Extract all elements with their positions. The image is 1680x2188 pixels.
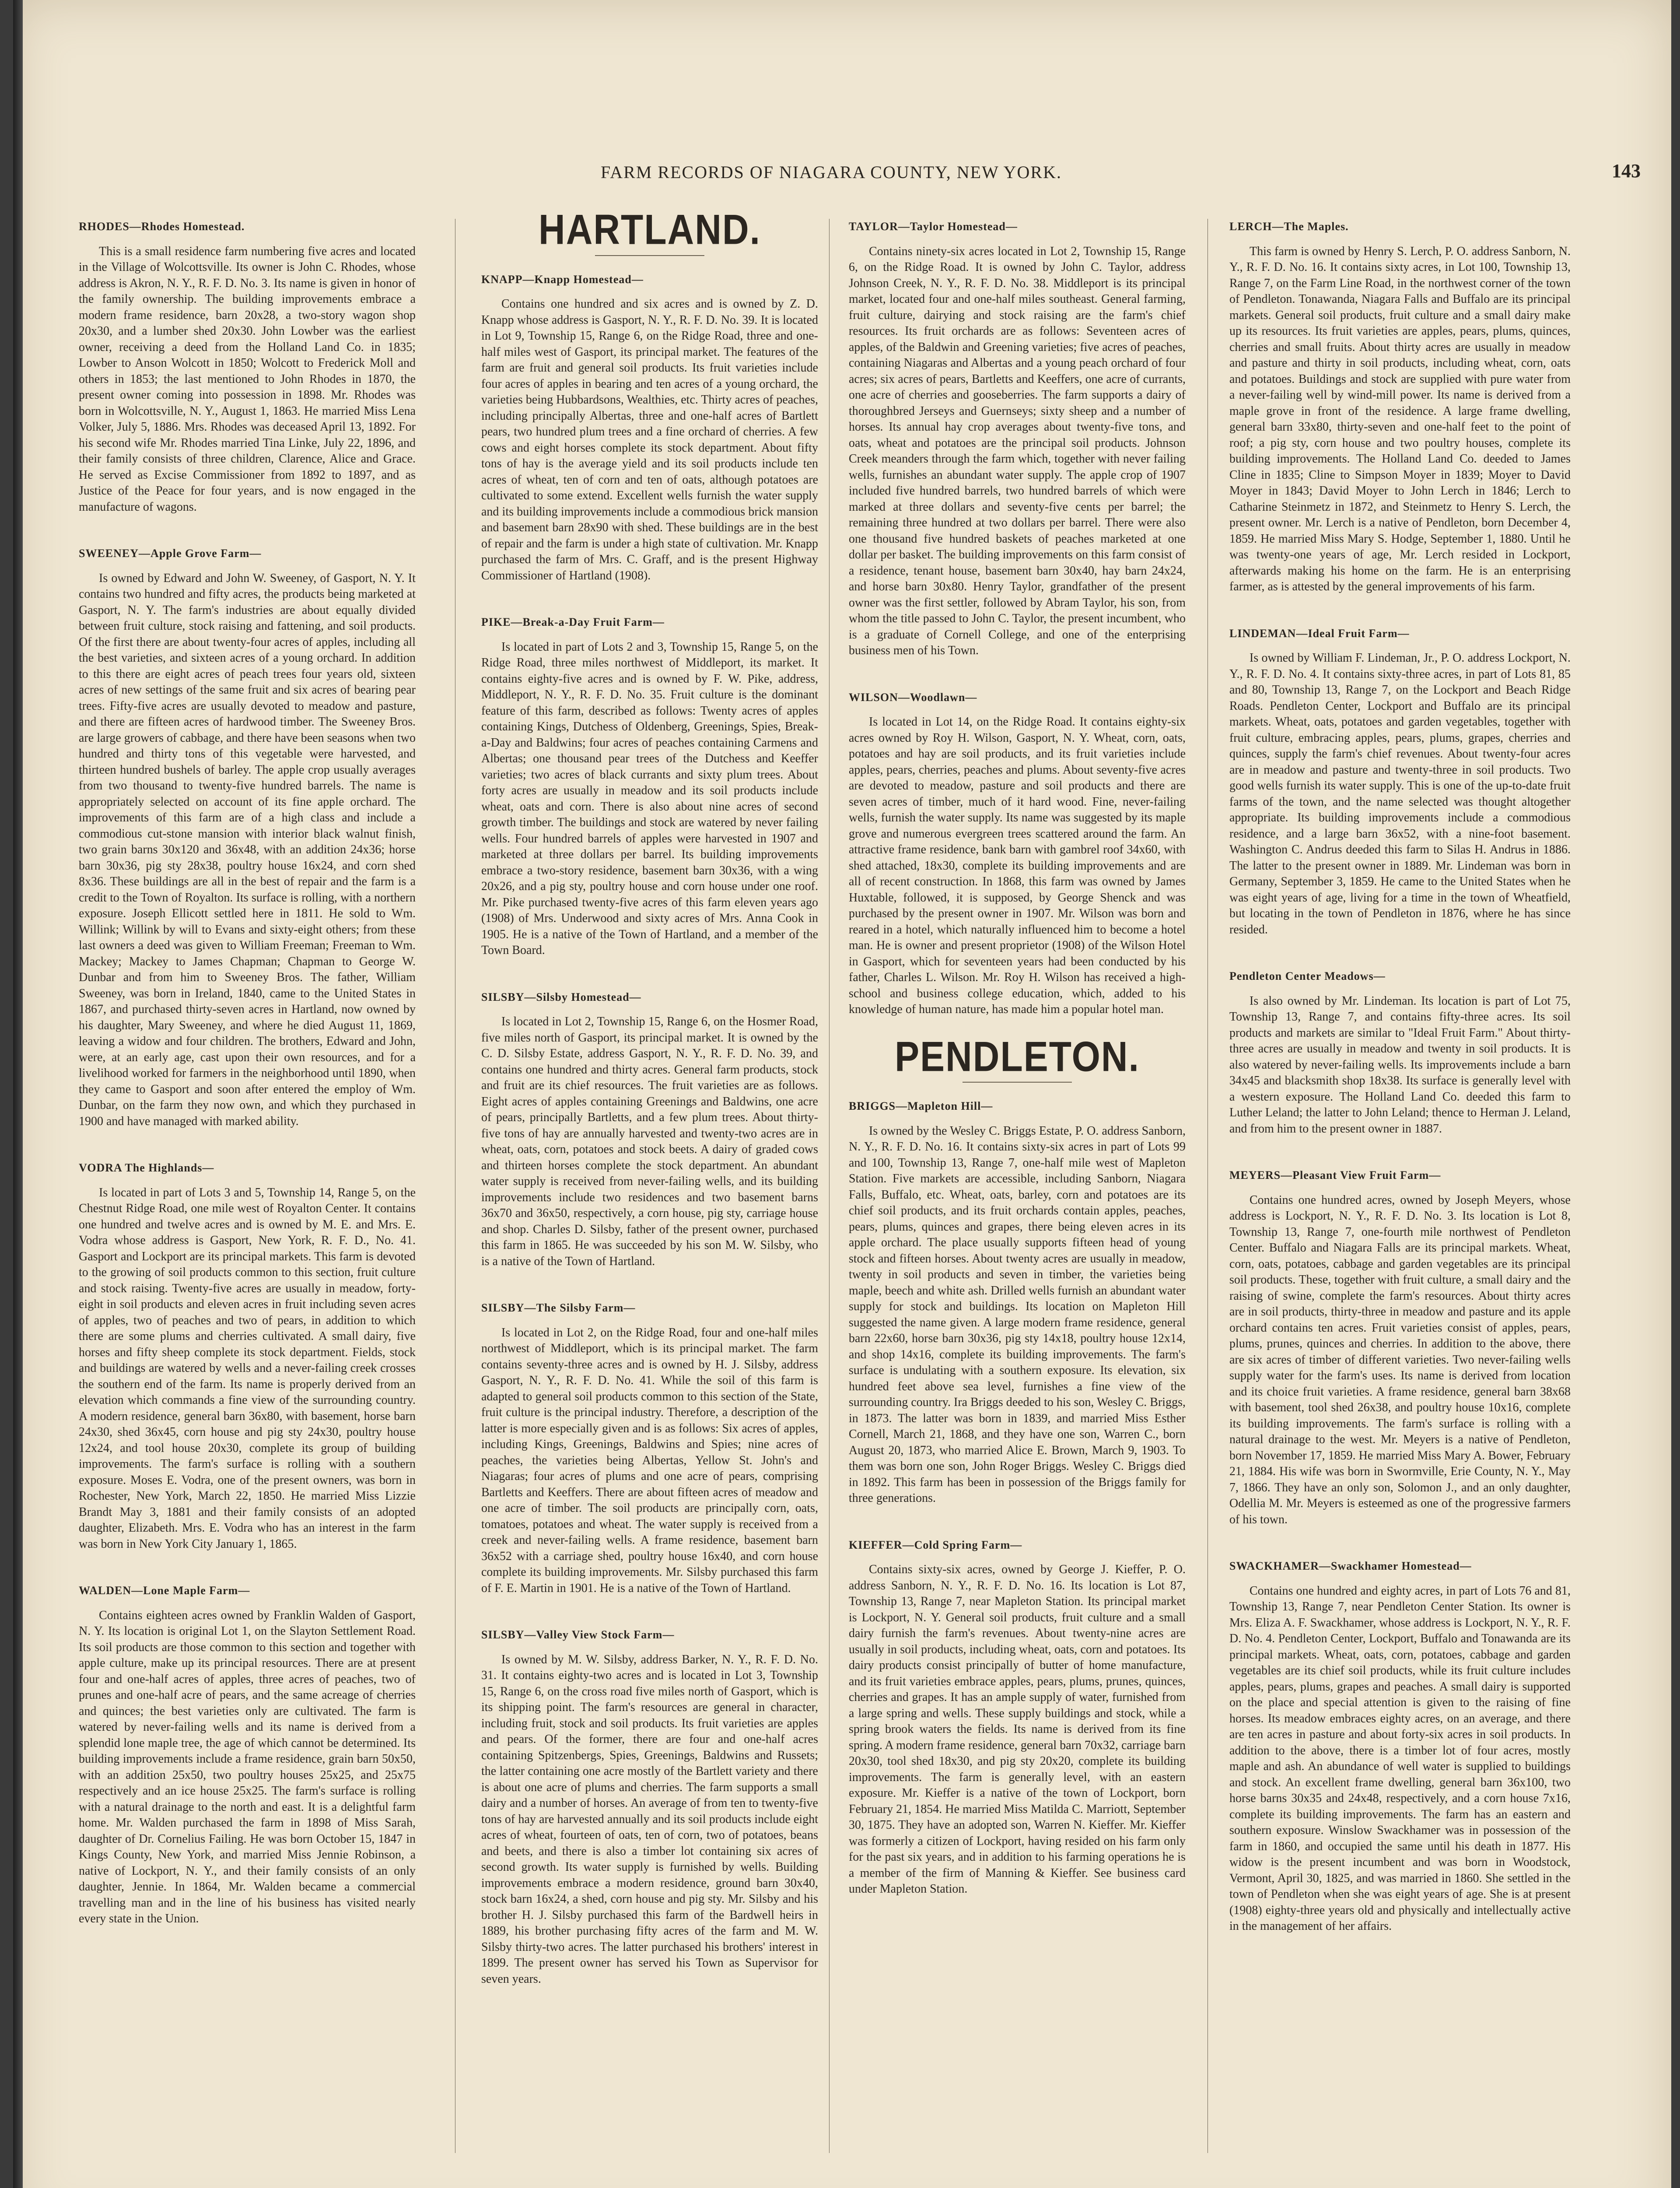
entry-title: Pendleton Center Meadows— <box>1229 970 1386 982</box>
farm-entry-wilson <box>849 690 1186 1018</box>
entry-body: Contains ninety-six acres located in Lot 2, Township 15, Range 6, on the Ridge Road. It is owned by John C. Taylor, address Johnson Creek, N. Y., R. F. D. No. 38. Middleport is its principal market, located four and one-half miles southeast. General farming, fruit culture, dairying and stock raising are the farm's chief resources. Its fruit orchards are as follows: Seventeen acres of apples, of the Baldwin and Greening varieties; five acres of peaches, containing Niagaras and Albertas and a young peach orchard of four acres; six acres of pears, Bartletts and Keeffers, one acre of currants, one acre of cherries and gooseberries. The farm supports a dairy of thoroughbred Jerseys and Guernseys; sixty sheep and a number of horses. Its annual hay crop averages about twenty-five tons, and oats, wheat and potatoes are the principal soil products. Johnson Creek meanders through the farm which, together with never failing wells, furnishes an abundant water supply. The apple crop of 1907 included five hundred barrels, two hundred barrels of which were marked at three dollars and seventy-five cents per barrel; the remaining three hundred at two dollars per barrel. There were also one thousand five hundred baskets of peaches marketed at one dollar per basket. The building improvements on this farm consist of a residence, tenant house, basement barn 30x40, hay barn 24x24, and horse barn 30x80. Henry Taylor, grandfather of the present owner was the first settler, followed by Abram Taylor, his son, from whom the title passed to John C. Taylor, the present incumbent, who is a graduate of Cornell College, and one of the enterprising business men of his Town. <box>849 244 1186 657</box>
column-2 <box>481 205 818 2018</box>
entry-body: Is owned by William F. Lindeman, Jr., P. O. address Lockport, N. Y., R. F. D. No. 4. It contains sixty-three acres, in part of Lots 81, 85 and 80, Township 13, Range 7, on the Lockport and Beach Ridge Roads. Pendleton Center, Lockport and Buffalo are its principal markets. Wheat, oats, potatoes and garden vegetables, together with fruit culture, embracing apples, pears, plums, grapes, cherries and quinces, supply the farm's chief revenues. About twenty-four acres are in meadow and pasture and twenty-three in soil products. Two good wells furnish its water supply. This is one of the up-to-date fruit farms of the town, and the name selected was thought altogether appropriate. Its building improvements include a commodious residence, and a large barn 36x52, with a nine-foot basement. Washington C. Andrus deeded this farm to Silas H. Andrus in 1886. The latter to the present owner in 1889. Mr. Lindeman was born in Germany, September 3, 1859. He came to the United States when he was eight years of age, living for a time in the town of Wheatfield, but locating in the town of Pendleton in 1876, where he has since resided. <box>1229 651 1571 936</box>
farm-entry-pike <box>481 614 818 959</box>
column-1 <box>79 219 416 1958</box>
farm-entry-pendleton-center-meadows <box>1229 968 1571 1137</box>
farm-entry-walden <box>79 1583 416 1927</box>
farm-entry-meyers <box>1229 1168 1571 1528</box>
heading-underline <box>962 1082 1072 1083</box>
entry-title: SWEENEY—Apple Grove Farm— <box>79 547 262 560</box>
entry-body: Contains eighteen acres owned by Franklin Walden of Gasport, N. Y. Its location is original Lot 1, on the Slayton Settlement Road. Its soil products are those common to this section and together with apple culture, make up its principal resources. There are at present four and one-half acres of apples, three acres of peaches, two of prunes and one-half acre of pears, and the same acreage of cherries and quinces; the best varieties only are cultivated. The farm is watered by never-failing wells and its name is derived from a splendid lone maple tree, the age of which cannot be determined. Its building improvements include a frame residence, grain barn 50x50, with an addition 25x50, two poultry houses 25x25, and 25x75 respectively and an ice house 25x25. The farm's surface is rolling with a natural drainage to the north and east. It is a delightful farm home. Mr. Walden purchased the farm in 1898 of Miss Sarah, daughter of Dr. Cornelius Failing. He was born October 15, 1847 in Kings County, New York, and married Miss Jennie Robinson, a native of Lockport, N. Y., and their family consists of an only daughter, Jennie. In 1864, Mr. Walden became a commercial travelling man and in the line of his business has visited nearly every state in the Union. <box>79 1608 416 1925</box>
farm-entry-briggs <box>849 1098 1186 1507</box>
column-4 <box>1229 219 1571 1965</box>
entry-title: KNAPP—Knapp Homestead— <box>481 273 644 286</box>
entry-title: PIKE—Break-a-Day Fruit Farm— <box>481 616 665 628</box>
entry-title: LINDEMAN—Ideal Fruit Farm— <box>1229 627 1410 640</box>
entry-title: RHODES—Rhodes Homestead. <box>79 220 245 233</box>
page-number: 143 <box>1612 160 1641 182</box>
entry-title: LERCH—The Maples. <box>1229 220 1349 233</box>
entry-body: Is located in Lot 2, on the Ridge Road, four and one-half miles northwest of Middleport, which is its principal market. The farm contains seventy-three acres and is owned by H. J. Silsby, address Gasport, N. Y., R. F. D. No. 41. While the soil of this farm is adapted to general soil products common to this section of the State, fruit culture is the principal industry. Therefore, a description of the latter is more especially given and is as follows: Six acres of apples, including Kings, Greenings, Baldwins and Spies; nine acres of peaches, the varieties being Albertas, Yellow St. John's and Niagaras; four acres of plums and one acre of pears, comprising Bartletts and Keeffers. There are about fifteen acres of meadow and one acre of timber. The soil products are principally corn, oats, tomatoes, potatoes and wheat. The water supply is received from a creek and never-failing wells. A frame residence, basement barn 36x52 with a carriage shed, poultry house 16x40, and corn house complete its building improvements. Mr. Silsby purchased this farm of F. E. Martin in 1901. He is a native of the Town of Hartland. <box>481 1325 818 1595</box>
farm-entry-swackhamer <box>1229 1558 1571 1935</box>
column-rule <box>829 219 830 2153</box>
entry-body: Is owned by M. W. Silsby, address Barker, N. Y., R. F. D. No. 31. It contains eighty-two acres and is located in Lot 3, Township 15, Range 6, on the cross road five miles north of Gasport, which is its shipping point. The farm's resources are general in character, including fruit, stock and soil products. Its fruit varieties are apples and pears. Of the former, there are four and one-half acres containing Spitzenbergs, Spies, Greenings, Baldwins and Russets; the latter containing one acre mostly of the Bartlett variety and there is about one acre of plums and cherries. The farm supports a small dairy and a number of horses. An average of from ten to twenty-five tons of hay are harvested annually and its soil products include eight acres of wheat, fourteen of oats, ten of corn, two of potatoes, beans and beets, and there is also a timber lot containing six acres of second growth. Its water supply is furnished by wells. Building improvements embrace a modern residence, ground barn 30x40, stock barn 16x24, a shed, corn house and pig sty. Mr. Silsby and his brother H. J. Silsby purchased this farm of the Bardwell heirs in 1889, his brother purchasing fifty acres of the farm and M. W. Silsby thirty-two acres. The latter purchased his brothers' interest in 1899. The present owner has served his Town as Supervisor for seven years. <box>481 1652 818 1986</box>
entry-title: WILSON—Woodlawn— <box>849 691 977 704</box>
entry-title: SILSBY—Valley View Stock Farm— <box>481 1628 675 1641</box>
binding-gutter <box>13 0 23 2188</box>
entry-title: WALDEN—Lone Maple Farm— <box>79 1584 250 1597</box>
entry-body: Is located in Lot 14, on the Ridge Road. It contains eighty-six acres owned by Roy H. Wilson, Gasport, N. Y. Wheat, corn, oats, potatoes and hay are soil products, and its fruit varieties include apples, pears, cherries, peaches and plums. About seventy-five acres are devoted to meadow, pasture and soil products and there are seven acres of timber, much of it hard wood. Fine, never-failing wells, furnish the water supply. Its name was suggested by its maple grove and numerous evergreen trees scattered around the farm. An attractive frame residence, bank barn with gambrel roof 34x60, with shed attached, 18x30, complete its building improvements and are all of recent construction. In 1868, this farm was owned by James Huxtable, followed, it is supposed, by George Shenck and was purchased by the present owner in 1907. Mr. Wilson was born and reared in a hotel, which naturally influenced him to become a hotel man. He is owner and present proprietor (1908) of the Wilson Hotel in Gasport, which for seventeen years had been conducted by his father, Charles L. Wilson. Mr. Roy H. Wilson has received a high-school and business college education, which, added to his knowledge of human nature, has made him a popular hotel man. <box>849 715 1186 1016</box>
entry-body: Is also owned by Mr. Lindeman. Its location is part of Lot 75, Township 13, Range 7, and contains fifty-three acres. Its soil products and markets are similar to "Ideal Fruit Farm." About thirty-three acres are usually in meadow and twenty in soil products. It is also watered by never-failing wells. Its improvements include a barn 34x45 and blacksmith shop 18x38. Its surface is generally level with a western exposure. The Holland Land Co. deeded this farm to Luther Leland; the latter to John Leland; thence to Herman J. Leland, and from him to the present owner in 1887. <box>1229 994 1571 1136</box>
farm-entry-lindeman <box>1229 626 1571 938</box>
entry-body: Is located in Lot 2, Township 15, Range 6, on the Hosmer Road, five miles north of Gasport, its principal market. It is owned by the C. D. Silsby Estate, address Gasport, N. Y., R. F. D. No. 39, and contains one hundred and thirty acres. General farm products, stock and fruit are its chief resources. The fruit varieties are as follows. Eight acres of apples containing Greenings and Baldwins, one acre of pears, principally Bartletts, and a few plum trees. About thirty-five tons of hay are annually harvested and twenty-two acres are in wheat, oats, corn, potatoes and stock beets. A dairy of graded cows and thirteen horses complete the stock department. An abundant water supply is received from never-failing wells, and its building improvements include two residences and two basement barns 36x70 and 36x50, respectively, a corn house, pig sty, carriage house and shop. Charles D. Silsby, father of the present owner, purchased this farm in 1865. He was succeeded by his son M. W. Silsby, who is a native of the Town of Hartland. <box>481 1015 818 1268</box>
farm-entry-sweeney <box>79 546 416 1129</box>
entry-body: Is owned by the Wesley C. Briggs Estate, P. O. address Sanborn, N. Y., R. F. D. No. 16. It contains sixty-six acres in part of Lots 99 and 100, Township 13, Range 7, one-half mile west of Mapleton Station. Five markets are accessible, including Sanborn, Niagara Falls, Buffalo, etc. Wheat, oats, barley, corn and potatoes are its chief soil products, and its fruit orchards contain apples, peaches, pears, plums, quinces and grapes, there being eleven acres in its apple orchard. The place usually supports fifteen head of young stock and fifteen horses. About twenty acres are usually in meadow, twenty in soil products and seven in timber, the varieties being maple, beech and white ash. Drilled wells furnish an abundant water supply for stock and buildings. Its location on Mapleton Hill suggested the name given. A large modern frame residence, general barn 22x60, horse barn 30x36, pig sty 14x18, poultry house 12x14, and shop 14x16, complete its building improvements. The farm's surface is undulating with a southern exposure. Its elevation, six hundred feet above sea level, furnishes a fine view of the surrounding country. Ira Briggs deeded to his son, Wesley C. Briggs, in 1873. The latter was born in 1839, and married Miss Esther Cornell, March 21, 1868, and they have one son, Warren C., born August 20, 1873, who married Alice E. Brown, March 9, 1903. To them was born one son, John Roger Briggs. Wesley C. Briggs died in 1892. This farm has been in possession of the Briggs family for three generations. <box>849 1124 1186 1505</box>
town-heading-pendleton: PENDLETON. <box>895 1032 1140 1080</box>
running-header: FARM RECORDS OF NIAGARA COUNTY, NEW YORK. <box>601 162 1062 182</box>
farm-entry-silsby-farm <box>481 1300 818 1596</box>
town-heading-hartland: HARTLAND. <box>539 205 761 253</box>
entry-body: Contains one hundred and six acres and is owned by Z. D. Knapp whose address is Gasport, N. Y., R. F. D. No. 39. It is located in Lot 9, Township 15, Range 6, on the Ridge Road, three and one-half miles west of Gasport, its principal market. The features of the farm are fruit and general soil products. Its fruit varieties include four acres of apples in bearing and ten acres of a young orchard, the varieties being Hubbardsons, Wealthies, etc. Thirty acres of peaches, including principally Albertas, three and one-half acres of Bartlett pears, two hundred plum trees and a fine orchard of cherries. A few cows and eight horses complete its stock department. About fifty tons of hay is the average yield and its soil products include ten acres of wheat, ten of corn and ten of oats, although potatoes are cultivated to some extend. Excellent wells furnish the water supply and its building improvements include a commodious brick mansion and basement barn 28x90 with shed. These buildings are in the best of repair and the farm is under a high state of cultivation. Mr. Knapp purchased the farm of Mrs. C. Graff, and is the present Highway Commissioner of Hartland (1908). <box>481 297 818 582</box>
entry-body: Contains one hundred and eighty acres, in part of Lots 76 and 81, Township 13, Range 7, near Pendleton Center Station. Its owner is Mrs. Eliza A. F. Swackhamer, whose address is Lockport, N. Y., R. F. D. No. 4. Pendleton Center, Lockport, Buffalo and Tonawanda are its principal markets. Wheat, oats, corn, potatoes, cabbage and garden vegetables are its chief soil products, while its fruit culture includes apples, pears, plums, grapes and peaches. A small dairy is supported on the place and special attention is given to the raising of fine horses. Its meadow embraces eighty acres, on an average, and there are ten acres in pasture and about forty-six acres in soil products. In addition to the above, there is a timber lot of four acres, mostly maple and ash. An abundance of well water is supplied to buildings and stock. An excellent frame dwelling, general barn 36x100, two horse barns 30x35 and 24x48, respectively, and a corn house 7x16, complete its building improvements. The farm has an eastern and southern exposure. Winslow Swackhamer was in possession of the farm in 1860, and occupied the same until his death in 1877. His widow is the present incumbent and was born in Woodstock, Vermont, April 30, 1825, and was married in 1860. She settled in the town of Pendleton when she was eight years of age. She is at present (1908) eighty-three years old and physically and intellectually active in the management of her affairs. <box>1229 1584 1571 1933</box>
heading-underline <box>595 255 704 256</box>
entry-body: Contains one hundred acres, owned by Joseph Meyers, whose address is Lockport, N. Y., R. F. D. No. 3. Its location is Lot 8, Township 13, Range 7, one-fourth mile northwest of Pendleton Center. Buffalo and Niagara Falls are its principal markets. Wheat, corn, oats, potatoes, cabbage and garden vegetables are its principal soil products. These, together with fruit culture, a small dairy and the raising of swine, complete the farm's resources. About thirty acres are in soil products, thirty-three in meadow and pasture and its apple orchard contains ten acres. Fruit varieties consist of apples, pears, plums, prunes, quinces and cherries. In addition to the above, there are six acres of timber of different varieties. Two never-failing wells supply water for the farm's uses. Its name is derived from location and its choice fruit varieties. A frame residence, general barn 38x68 with basement, tool shed 26x38, and poultry house 10x16, complete its building improvements. The farm's surface is rolling with a natural drainage to the west. Mr. Meyers is a native of Pendleton, born November 17, 1859. He married Miss Mary A. Bower, February 21, 1884. His wife was born in Swormville, Erie County, N. Y., May 7, 1866. They have an only son, Solomon J., and an only daughter, Odellia M. Mr. Meyers is esteemed as one of the progressive farmers of his town. <box>1229 1193 1571 1526</box>
entry-title: VODRA The Highlands— <box>79 1161 214 1174</box>
entry-title: SILSBY—Silsby Homestead— <box>481 990 641 1003</box>
farm-entry-vodra <box>79 1160 416 1552</box>
farm-entry-taylor <box>849 219 1186 659</box>
entry-body: Is located in part of Lots 2 and 3, Township 15, Range 5, on the Ridge Road, three miles northwest of Middleport, its market. It contains eighty-five acres and is owned by F. W. Pike, address, Middleport, N. Y., R. F. D. No. 35. Fruit culture is the dominant feature of this farm, described as follows: Twenty acres of apples containing Kings, Dutchess of Oldenberg, Greenings, Spies, Break-a-Day and Baldwins; four acres of peaches containing Carmens and Albertas; one thousand pear trees of the Dutchess and Keeffer varieties; two acres of black currants and sixty plum trees. About forty acres are usually in meadow and its soil products include wheat, oats and corn. There is also about nine acres of second growth timber. The buildings and stock are watered by never failing wells. Four hundred barrels of apples were harvested in 1907 and marketed at three dollars per barrel. Its building improvements embrace a two-story residence, basement barn 30x36, with a wing 20x26, and a pig sty, poultry house and corn house under one roof. Mr. Pike purchased twenty-five acres of this farm eleven years ago (1908) of Mrs. Underwood and sixty acres of Mrs. Anna Cook in 1905. He is a native of the Town of Hartland, and a member of the Town Board. <box>481 640 818 957</box>
entry-title: TAYLOR—Taylor Homestead— <box>849 220 1018 233</box>
entry-title: MEYERS—Pleasant View Fruit Farm— <box>1229 1169 1441 1182</box>
entry-body: Is owned by Edward and John W. Sweeney, of Gasport, N. Y. It contains two hundred and fifty acres, the products being marketed at Gasport, N. Y. The farm's industries are about equally divided between fruit culture, stock raising and fattening, and soil products. Of the first there are about twenty-four acres of apples, including all the best varieties, and sixteen acres of a young orchard. In addition to this there are eight acres of peach trees four years old, sixteen acres of new settings of the same fruit and six acres of bearing pear trees. Fifty-five acres are usually devoted to meadow and pasture, and there are fifteen acres of hardwood timber. The Sweeney Bros. are large growers of cabbage, and there have been seasons when two hundred and thirty tons of this vegetable were harvested, and thirteen hundred bushels of barley. The apple crop usually averages from two thousand to twenty-five hundred barrels. The name is appropriately selected on account of its fine apple orchard. The improvements of this farm are of a high class and include a commodious cut-stone mansion with interior black walnut finish, two grain barns 30x120 and 36x48, with an addition 24x36; horse barn 30x36, pig sty 28x38, poultry house 16x24, and corn shed 8x36. These buildings are all in the best of repair and the farm is a credit to the Town of Royalton. Its surface is rolling, with a northern exposure. Joseph Ellicott settled here in 1811. He sold to Wm. Willink; Willink by will to Evans and sixty-eight others; from these last owners a deed was given to William Freeman; Freeman to Wm. Mackey; Mackey to James Chapman; Chapman to George W. Dunbar and from him to Sweeney Bros. The father, William Sweeney, was born in Ireland, 1840, came to the United States in 1867, and purchased thirty-seven acres in Hartland, now owned by his daughter, Mary Sweeney, and where he died August 11, 1869, leaving a widow and four children. The brothers, Edward and John, were, at an early age, cast upon their own resources, and for a livelihood worked for farmers in the neighborhood until 1890, when they came to Gasport and soon after entered the employ of Wm. Dunbar, on the farm they now own, and which they purchased in 1900 and have managed with marked ability. <box>79 571 416 1128</box>
entry-title: BRIGGS—Mapleton Hill— <box>849 1100 993 1112</box>
farm-entry-kieffer <box>849 1537 1186 1897</box>
entry-body: This is a small residence farm numbering five acres and located in the Village of Wolcottsville. Its owner is John C. Rhodes, whose address is Akron, N. Y., R. F. D. No. 3. Its name is given in honor of the family ownership. The building improvements embrace a modern frame residence, barn 20x28, a two-story wagon shop 20x30, and a lumber shed 20x30. John Lowber was the earliest owner, receiving a deed from the Holland Land Co. in 1835; Lowber to Anson Wolcott in 1850; Wolcott to Frederick Moll and others in 1853; the last mentioned to John Rhodes in 1870, the present owner coming into possession in 1898. Mr. Rhodes was born in Wolcottsville, N. Y., August 1, 1863. He married Miss Lena Volker, July 5, 1886. Mrs. Rhodes was deceased April 13, 1892. For his second wife Mr. Rhodes married Tina Linke, July 22, 1896, and their family consists of three children, Clarence, Alice and Grace. He served as Excise Commissioner from 1892 to 1897, and as Justice of the Peace for four years, and is now engaged in the manufacture of wagons. <box>79 244 416 514</box>
farm-entry-rhodes <box>79 219 416 515</box>
farm-entry-knapp <box>481 272 818 584</box>
entry-body: This farm is owned by Henry S. Lerch, P. O. address Sanborn, N. Y., R. F. D. No. 16. It contains sixty acres, in Lot 100, Township 13, Range 7, on the Farm Line Road, in the northwest corner of the town of Pendleton. Tonawanda, Niagara Falls and Buffalo are its principal markets. General soil products, fruit culture and a small dairy make up its resources. Its fruit varieties are apples, pears, plums, quinces, cherries and small fruits. About thirty acres are usually in meadow and pasture and thirty in soil products, including wheat, corn, oats and potatoes. Buildings and stock are supplied with pure water from a never-failing well by wind-mill power. Its name is derived from a maple grove in front of the residence. A large frame dwelling, general barn 33x80, thirty-seven and one-half feet to the point of roof; a pig sty, corn house and two poultry houses, complete its building improvements. The Holland Land Co. deeded to James Cline in 1835; Cline to Simpson Moyer in 1839; Moyer to David Moyer in 1843; David Moyer to John Lerch in 1846; Lerch to Catharine Steinmetz in 1872, and Steinmetz to Henry S. Lerch, the present owner. Mr. Lerch is a native of Pendleton, born December 4, 1859. He married Miss Mary S. Hodge, September 1, 1880. Until he was twenty-one years of age, Mr. Lerch resided in Lockport, afterwards making his home on the farm. He is an enterprising farmer, as is attested by the general improvements of his farm. <box>1229 244 1571 593</box>
entry-body: Is located in part of Lots 3 and 5, Township 14, Range 5, on the Chestnut Ridge Road, one mile west of Royalton Center. It contains one hundred and twelve acres and is owned by M. E. and Mrs. E. Vodra whose address is Gasport, New York, R. F. D., No. 41. Gasport and Lockport are its principal markets. This farm is devoted to the growing of soil products common to this section, fruit culture and stock raising. Twenty-five acres are usually in meadow, forty-eight in soil products and eleven acres in fruit including seven acres of apples, two of peaches and two of pears, in addition to which there are some plums and cherries cultivated. A small dairy, five horses and fifty sheep complete its stock department. Fields, stock and buildings are watered by wells and a never-failing creek crosses the southern end of the farm. Its name is properly derived from an elevation which commands a fine view of the surrounding country. A modern residence, general barn 36x80, with basement, horse barn 24x30, shed 36x45, corn house and pig sty 24x30, poultry house 12x24, and tool house 20x30, complete its group of building improvements. The farm's surface is rolling with a southern exposure. Moses E. Vodra, one of the present owners, was born in Rochester, New York, March 22, 1850. He married Miss Lizzie Brandt May 3, 1881 and their family consists of an adopted daughter, Elizabeth. Mrs. E. Vodra who has an interest in the farm was born in New York City January 1, 1865. <box>79 1185 416 1551</box>
column-3 <box>849 219 1186 1928</box>
farm-entry-silsby-homestead <box>481 989 818 1270</box>
newspaper-page <box>13 0 1671 2188</box>
entry-title: SILSBY—The Silsby Farm— <box>481 1301 636 1314</box>
farm-entry-silsby-valley-view <box>481 1627 818 1987</box>
entry-title: KIEFFER—Cold Spring Farm— <box>849 1538 1022 1551</box>
farm-entry-lerch <box>1229 219 1571 595</box>
entry-title: SWACKHAMER—Swackhamer Homestead— <box>1229 1560 1472 1572</box>
entry-body: Contains sixty-six acres, owned by George J. Kieffer, P. O. address Sanborn, N. Y., R. F. D. No. 16. Its location is Lot 87, Township 13, Range 7, near Mapleton Station. Its principal market is Lockport, N. Y. General soil products, fruit culture and a small dairy furnish the farm's revenues. About twenty-nine acres are usually in soil products, including wheat, oats, corn and potatoes. Its dairy products consist principally of butter of home manufacture, and its fruit varieties embrace apples, pears, plums, prunes, quinces, cherries and grapes. It has an ample supply of water, furnished from a large spring and wells. These supply buildings and stock, while a spring brook waters the fields. Its name is derived from its fine spring. A modern frame residence, general barn 70x32, carriage barn 20x30, tool shed 18x30, and pig sty 20x20, complete its building improvements. The farm is generally level, with an eastern exposure. Mr. Kieffer is a native of the town of Lockport, born February 21, 1854. He married Miss Matilda C. Marriott, September 30, 1875. They have an adopted son, Warren N. Kieffer. Mr. Kieffer was formerly a citizen of Lockport, having resided on his farm only for the past six years, and in addition to his farming operations he is a member of the firm of Manning & Kieffer. See business card under Mapleton Station. <box>849 1563 1186 1896</box>
